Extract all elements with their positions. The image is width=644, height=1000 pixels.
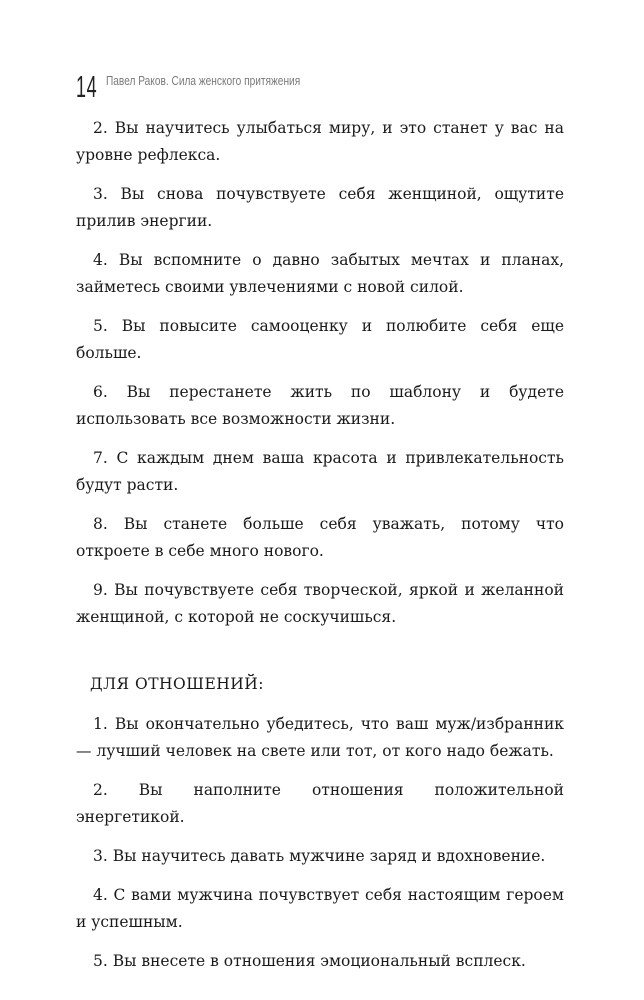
page-body xyxy=(76,115,564,975)
running-title: Павел Раков. Сила женского притяжения xyxy=(106,73,301,88)
list-item-relations-2: 2. Вы наполните отношения положительной энергетикой. xyxy=(76,781,564,826)
list-item-self-5: 5. Вы повысите самооценку и полюбите себя еще больше. xyxy=(76,317,564,362)
list-item-relations-1: 1. Вы окончательно убедитесь, что ваш муж/избранник — лучший человек на свете или тот, от кого надо бежать. xyxy=(76,715,564,760)
list-item-self-9: 9. Вы почувствуете себя творческой, яркой и желанной женщиной, с которой не соскучишься. xyxy=(76,581,564,626)
list-item-self-7: 7. С каждым днем ваша красота и привлекательность будут расти. xyxy=(76,449,564,494)
list-item-self-4: 4. Вы вспомните о давно забытых мечтах и планах, займетесь своими увлечениями с новой силой. xyxy=(76,251,564,296)
list-item-relations-4: 4. С вами мужчина почувствует себя настоящим героем и успешным. xyxy=(76,886,564,931)
list-item-self-2: 2. Вы научитесь улыбаться миру, и это станет у вас на уровне рефлекса. xyxy=(76,119,564,164)
list-item-relations-5: 5. Вы внесете в отношения эмоциональный всплеск. xyxy=(93,952,526,970)
list-item-self-6: 6. Вы перестанете жить по шаблону и будете использовать все возможности жизни. xyxy=(76,383,564,428)
page-number: 14 xyxy=(76,69,98,104)
list-item-self-3: 3. Вы снова почувствуете себя женщиной, ощутите прилив энергии. xyxy=(76,185,564,230)
list-item-relations-3: 3. Вы научитесь давать мужчине заряд и вдохновение. xyxy=(93,847,546,865)
section-heading-relations: ДЛЯ ОТНОШЕНИЙ: xyxy=(90,675,265,693)
list-item-self-8: 8. Вы станете больше себя уважать, потому что откроете в себе много нового. xyxy=(76,515,564,560)
